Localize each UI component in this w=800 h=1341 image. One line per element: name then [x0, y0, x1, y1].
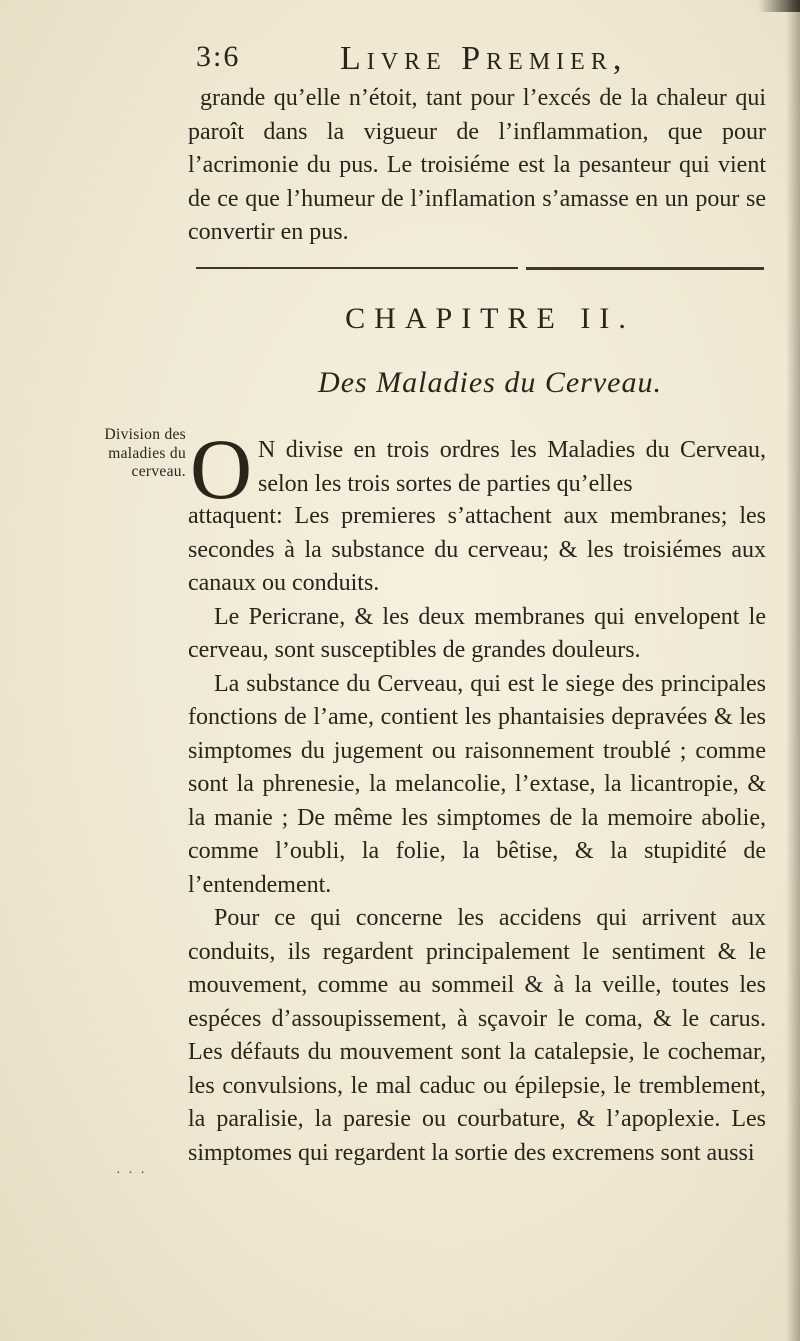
chapter-subtitle: Des Maladies du Cerveau. [318, 366, 662, 399]
running-head [196, 40, 696, 84]
chapter-heading: CHAPITRE II. [345, 302, 635, 335]
marginal-note: Division des maladies du cerveau. [104, 426, 186, 480]
continued-paragraph [188, 82, 766, 250]
paragraph-conduits: Pour ce qui concerne les accidens qui arrivent aux conduits, ils regardent principalement le sentiment & le mouvement, comme au sommeil & à la veille, toutes les espéces d’assoupissement, à sçavoir le coma, & le carus. Les défauts du mouvement sont la catalepsie, le cochemar, les convulsions, le mal caduc ou épilepsie, le tremblement, la paralisie, la paresie ou courbature, & l’apoplexie. Les simptomes qui regardent la sortie des excremens sont aussi [188, 905, 766, 1166]
corner-mark [758, 0, 800, 12]
paragraph-substance: La substance du Cerveau, qui est le siege des principales fonctions de l’ame, contient les phantaisies depravées & les simptomes du jugement ou raisonnement troublé ; comme sont la phrenesie, la melancolie, l’extase, la licantropie, & la manie ; De même les simptomes de la memoire abolie, comme l’oubli, la folie, la bêtise, & la stupidité de l’entendement. [188, 670, 766, 898]
ink-specks: · · · [116, 1166, 147, 1181]
first-paragraph-opening [258, 434, 766, 501]
page-edge-shadow [786, 0, 800, 1341]
page-number: 3:6 [196, 40, 241, 73]
first-paragraph-lines: N divise en trois ordres les Maladies du Cerveau, selon les trois sortes de parties qu’elles [258, 437, 766, 497]
running-title: Livre Premier, [340, 40, 628, 77]
first-paragraph-rest: attaquent: Les premieres s’attachent aux membranes; les secondes à la substance du cerveau; & les troisiémes aux canaux ou conduits. [188, 503, 766, 596]
paragraph-pericrane: Le Pericrane, & les deux membranes qui envelopent le cerveau, sont susceptibles de grandes douleurs. [188, 603, 766, 663]
divider-line-left [196, 267, 518, 269]
drop-cap: O [190, 421, 253, 517]
main-body [188, 500, 766, 1170]
section-divider [196, 264, 764, 274]
divider-line-right [526, 267, 764, 270]
paragraph-text: grande qu’elle n’étoit, tant pour l’excés de la chaleur qui paroît dans la vigueur de l’inflammation, que pour l’acrimonie du pus. Le troisiéme est la pesanteur qui vient de ce que l’humeur de l’inflamation s’amasse en un pour se convertir en pus. [188, 85, 766, 245]
